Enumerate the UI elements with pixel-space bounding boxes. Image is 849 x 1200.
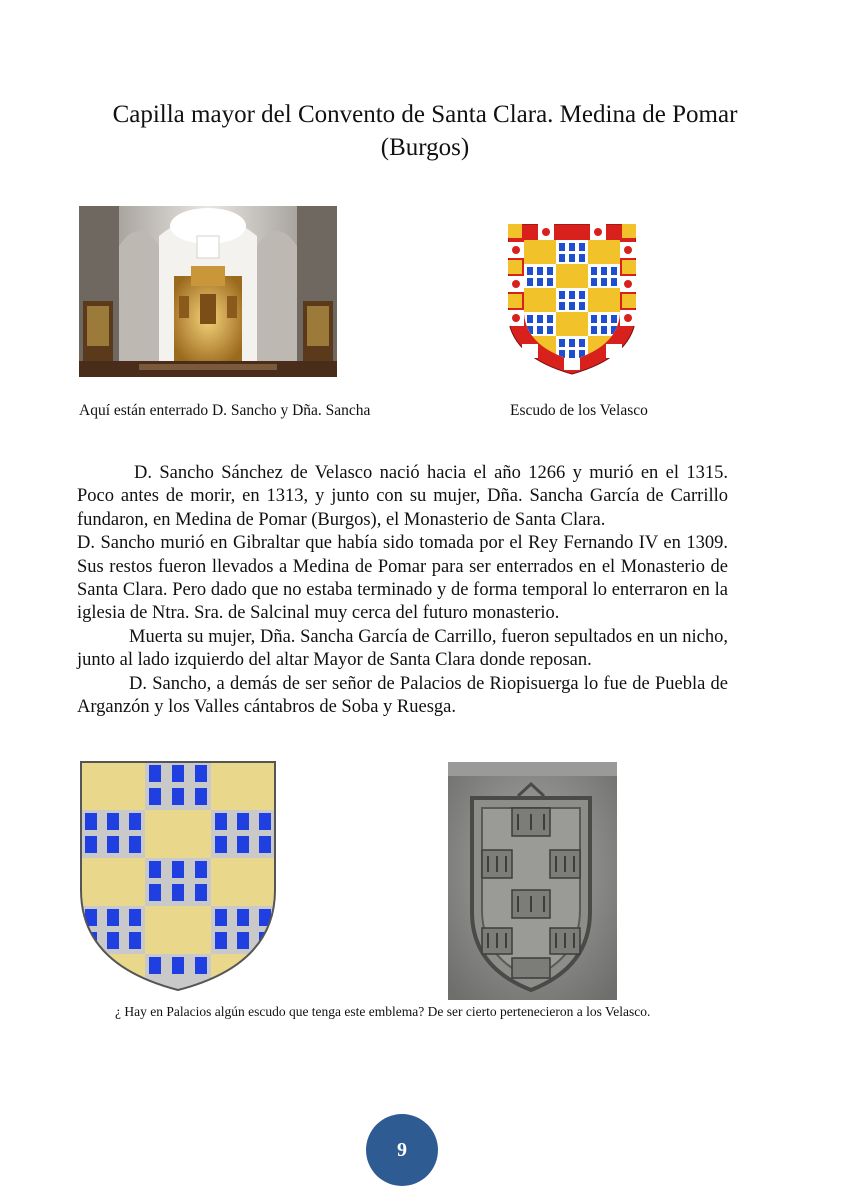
stone-shield-photo	[448, 762, 617, 1000]
church-interior-photo	[79, 206, 337, 377]
paragraph: Muerta su mujer, Dña. Sancha García de Carrillo, fueron sepultados en un nicho, junto al lado izquierdo del altar Mayor de Santa Clara donde reposan.	[77, 626, 728, 671]
page-number-badge: 9	[366, 1114, 438, 1186]
paragraph: D. Sancho Sánchez de Velasco nació hacia el año 1266 y murió en el 1315. Poco antes de morir, en 1313, y junto con su mujer, Dña. Sancha García de Carrillo fundaron, en Medina de Pomar (Burgos), el Monasterio de Santa Clara.	[77, 463, 728, 530]
checkered-shield-illustration	[79, 760, 277, 992]
body-text	[77, 462, 728, 719]
bottom-caption: ¿ Hay en Palacios algún escudo que tenga este emblema? De ser cierto pertenecieron a los Velasco.	[115, 1004, 651, 1019]
velasco-coat-of-arms	[508, 224, 636, 376]
paragraph: D. Sancho, a demás de ser señor de Palacios de Riopisuerga lo fue de Puebla de Arganzón y los Valles cántabros de Soba y Ruesga.	[77, 673, 728, 718]
paragraph: D. Sancho murió en Gibraltar que había sido tomada por el Rey Fernando IV en 1309. Sus restos fueron llevados a Medina de Pomar para ser enterrados en el Monasterio de Santa Clara. Pero dado que no estaba terminado y de forma temporal lo enterraron en la iglesia de Ntra. Sra. de Salcinal muy cerca del futuro monasterio.	[77, 533, 728, 624]
church-photo-caption: Aquí están enterrado D. Sancho y Dña. Sancha	[79, 402, 371, 419]
page-title: Capilla mayor del Convento de Santa Clara. Medina de Pomar (Burgos)	[112, 101, 738, 161]
coat-of-arms-caption: Escudo de los Velasco	[510, 402, 648, 419]
